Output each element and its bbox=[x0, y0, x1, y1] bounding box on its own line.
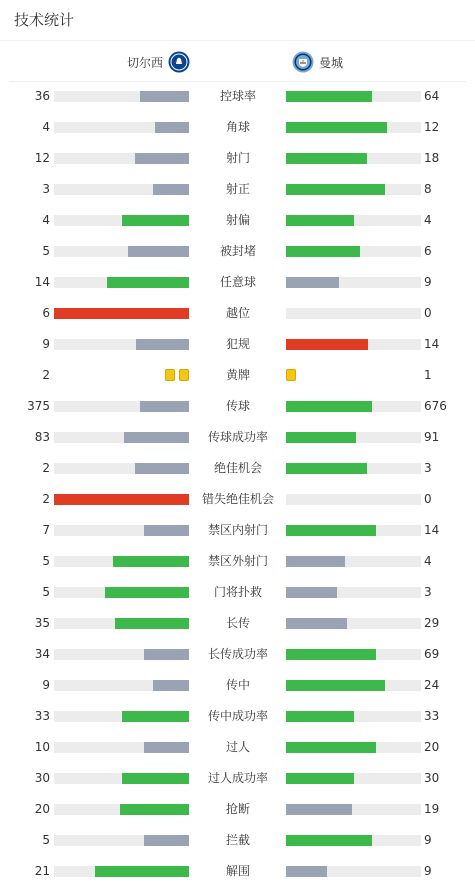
home-bar-track bbox=[54, 432, 189, 443]
away-value: 91 bbox=[424, 430, 440, 444]
away-bar-track bbox=[286, 308, 421, 319]
stat-row bbox=[0, 732, 475, 763]
away-bar-track bbox=[286, 277, 421, 288]
away-value: 0 bbox=[424, 306, 432, 320]
away-bar-track bbox=[286, 432, 421, 443]
away-bar-track bbox=[286, 680, 421, 691]
stat-row bbox=[0, 81, 475, 112]
home-bar-track bbox=[54, 153, 189, 164]
home-bar bbox=[113, 556, 189, 567]
stat-name: 错失绝佳机会 bbox=[201, 492, 274, 506]
home-value: 7 bbox=[42, 523, 50, 537]
stat-row bbox=[0, 763, 475, 794]
home-bar bbox=[128, 246, 189, 257]
stat-row bbox=[0, 391, 475, 422]
home-value: 9 bbox=[42, 337, 50, 351]
away-bar bbox=[286, 184, 385, 195]
stat-name: 角球 bbox=[225, 120, 250, 134]
away-bar-track bbox=[286, 804, 421, 815]
stat-name: 过人 bbox=[225, 740, 250, 754]
away-bar bbox=[286, 277, 339, 288]
home-value: 83 bbox=[34, 430, 50, 444]
home-bar bbox=[153, 184, 189, 195]
home-bar bbox=[122, 711, 190, 722]
stat-name: 传球 bbox=[225, 399, 250, 413]
home-bar bbox=[124, 432, 189, 443]
away-value: 18 bbox=[424, 151, 440, 165]
stat-name: 黄牌 bbox=[225, 368, 250, 382]
away-value: 64 bbox=[424, 89, 440, 103]
away-bar-track bbox=[286, 711, 421, 722]
page-title: 技术统计 bbox=[14, 11, 75, 29]
away-bar bbox=[286, 773, 354, 784]
away-value: 0 bbox=[424, 492, 432, 506]
home-bar bbox=[153, 680, 189, 691]
away-bar-track bbox=[286, 649, 421, 660]
home-bar-track bbox=[54, 773, 189, 784]
away-value: 20 bbox=[424, 740, 440, 754]
home-value: 21 bbox=[34, 864, 50, 878]
home-value: 4 bbox=[42, 213, 50, 227]
away-bar bbox=[286, 401, 372, 412]
away-value: 14 bbox=[424, 523, 440, 537]
away-value: 29 bbox=[424, 616, 440, 630]
home-bar bbox=[54, 494, 189, 505]
home-bar bbox=[140, 401, 189, 412]
yellow-card-icon bbox=[179, 369, 189, 381]
away-bar bbox=[286, 618, 347, 629]
away-bar-track bbox=[286, 463, 421, 474]
stat-name: 长传 bbox=[225, 616, 250, 630]
home-bar-track bbox=[54, 401, 189, 412]
stat-name: 拦截 bbox=[225, 833, 250, 847]
home-bar-track bbox=[54, 742, 189, 753]
home-bar bbox=[105, 587, 189, 598]
home-bar-track bbox=[54, 277, 189, 288]
away-bar bbox=[286, 649, 376, 660]
away-value: 30 bbox=[424, 771, 440, 785]
stat-row bbox=[0, 577, 475, 608]
home-bar bbox=[122, 215, 190, 226]
stat-row bbox=[0, 608, 475, 639]
away-bar bbox=[286, 866, 327, 877]
home-value: 14 bbox=[34, 275, 50, 289]
home-bar-track bbox=[54, 494, 189, 505]
away-bar-track bbox=[286, 215, 421, 226]
stat-name: 抢断 bbox=[225, 802, 250, 816]
stat-name: 传球成功率 bbox=[207, 430, 268, 444]
title-divider bbox=[0, 40, 475, 41]
home-bar bbox=[144, 742, 189, 753]
stat-name: 被封堵 bbox=[219, 244, 256, 258]
away-bar-track bbox=[286, 401, 421, 412]
home-value: 9 bbox=[42, 678, 50, 692]
away-value: 1 bbox=[424, 368, 432, 382]
home-bar bbox=[140, 91, 189, 102]
away-value: 4 bbox=[424, 554, 432, 568]
away-value: 3 bbox=[424, 461, 432, 475]
away-bar bbox=[286, 432, 356, 443]
home-bar bbox=[135, 153, 189, 164]
away-value: 12 bbox=[424, 120, 440, 134]
home-value: 6 bbox=[42, 306, 50, 320]
away-bar-track bbox=[286, 866, 421, 877]
away-bar bbox=[286, 246, 360, 257]
home-bar bbox=[144, 649, 189, 660]
home-value: 10 bbox=[34, 740, 50, 754]
home-bar-track bbox=[54, 587, 189, 598]
home-value: 5 bbox=[42, 554, 50, 568]
home-bar bbox=[136, 339, 189, 350]
away-value: 9 bbox=[424, 833, 432, 847]
stat-name: 犯规 bbox=[225, 337, 250, 351]
man-city-crest-icon bbox=[292, 51, 314, 73]
home-value: 375 bbox=[27, 399, 50, 413]
stat-name: 越位 bbox=[225, 306, 250, 320]
home-bar bbox=[115, 618, 189, 629]
away-bar-track bbox=[286, 339, 421, 350]
stat-name: 控球率 bbox=[219, 89, 256, 103]
away-value: 24 bbox=[424, 678, 440, 692]
away-value: 19 bbox=[424, 802, 440, 816]
away-bar-track bbox=[286, 835, 421, 846]
home-bar-track bbox=[54, 680, 189, 691]
away-bar-track bbox=[286, 246, 421, 257]
home-value: 30 bbox=[34, 771, 50, 785]
away-value: 6 bbox=[424, 244, 432, 258]
stat-row bbox=[0, 453, 475, 484]
home-bar-track bbox=[54, 339, 189, 350]
stat-row bbox=[0, 112, 475, 143]
home-bar-track bbox=[54, 556, 189, 567]
home-value: 12 bbox=[34, 151, 50, 165]
home-bar bbox=[155, 122, 189, 133]
away-value: 9 bbox=[424, 275, 432, 289]
chelsea-crest-icon bbox=[168, 51, 190, 73]
away-bar bbox=[286, 711, 354, 722]
stat-row bbox=[0, 236, 475, 267]
home-value: 34 bbox=[34, 647, 50, 661]
home-value: 35 bbox=[34, 616, 50, 630]
away-bar bbox=[286, 804, 352, 815]
home-value: 4 bbox=[42, 120, 50, 134]
away-bar-track bbox=[286, 556, 421, 567]
home-bar-track bbox=[54, 835, 189, 846]
away-value: 8 bbox=[424, 182, 432, 196]
away-value: 4 bbox=[424, 213, 432, 227]
away-bar bbox=[286, 122, 387, 133]
stat-name: 传中成功率 bbox=[207, 709, 268, 723]
away-bar-track bbox=[286, 91, 421, 102]
away-bar bbox=[286, 215, 354, 226]
home-bar-track bbox=[54, 246, 189, 257]
stat-name: 解围 bbox=[225, 864, 250, 878]
stat-row bbox=[0, 174, 475, 205]
home-value: 5 bbox=[42, 244, 50, 258]
home-value: 33 bbox=[34, 709, 50, 723]
stat-row bbox=[0, 484, 475, 515]
stat-name: 射偏 bbox=[225, 213, 250, 227]
home-bar bbox=[135, 463, 189, 474]
home-value: 2 bbox=[42, 461, 50, 475]
home-bar-track bbox=[54, 122, 189, 133]
yellow-card-icon bbox=[165, 369, 175, 381]
home-value: 3 bbox=[42, 182, 50, 196]
away-team[interactable] bbox=[292, 51, 343, 73]
away-bar bbox=[286, 556, 345, 567]
home-bar bbox=[120, 804, 189, 815]
stat-row bbox=[0, 639, 475, 670]
stat-row bbox=[0, 515, 475, 546]
away-bar-track bbox=[286, 773, 421, 784]
away-bar bbox=[286, 742, 376, 753]
away-bar bbox=[286, 587, 337, 598]
away-value: 3 bbox=[424, 585, 432, 599]
home-value: 2 bbox=[42, 492, 50, 506]
stat-row bbox=[0, 701, 475, 732]
stat-row bbox=[0, 825, 475, 856]
away-bar-track bbox=[286, 618, 421, 629]
stat-name: 过人成功率 bbox=[207, 771, 268, 785]
away-bar bbox=[286, 339, 368, 350]
stat-name: 射正 bbox=[225, 182, 250, 196]
home-bar bbox=[122, 773, 190, 784]
home-bar-track bbox=[54, 649, 189, 660]
home-bar bbox=[144, 835, 189, 846]
home-bar-track bbox=[54, 308, 189, 319]
home-team[interactable] bbox=[127, 51, 190, 73]
home-bar bbox=[107, 277, 189, 288]
home-bar-track bbox=[54, 525, 189, 536]
away-bar bbox=[286, 835, 372, 846]
home-team-name: 切尔西 bbox=[126, 55, 163, 70]
away-bar-track bbox=[286, 494, 421, 505]
home-bar-track bbox=[54, 804, 189, 815]
stat-name: 禁区外射门 bbox=[207, 554, 268, 568]
stat-row bbox=[0, 205, 475, 236]
away-team-name: 曼城 bbox=[319, 55, 344, 70]
away-bar-track bbox=[286, 153, 421, 164]
away-bar-track bbox=[286, 184, 421, 195]
home-bar-track bbox=[54, 618, 189, 629]
home-bar-track bbox=[54, 463, 189, 474]
stat-name: 禁区内射门 bbox=[207, 523, 268, 537]
home-bar bbox=[54, 308, 189, 319]
home-value: 5 bbox=[42, 585, 50, 599]
home-yellow-cards bbox=[165, 369, 189, 381]
home-bar-track bbox=[54, 711, 189, 722]
stat-name: 传中 bbox=[225, 678, 250, 692]
stat-name: 门将扑救 bbox=[213, 585, 262, 599]
stat-row bbox=[0, 856, 475, 887]
away-value: 33 bbox=[424, 709, 440, 723]
stat-name: 绝佳机会 bbox=[213, 461, 262, 475]
stat-row bbox=[0, 267, 475, 298]
stat-row bbox=[0, 546, 475, 577]
away-bar bbox=[286, 91, 372, 102]
away-value: 69 bbox=[424, 647, 440, 661]
home-value: 2 bbox=[42, 368, 50, 382]
away-value: 14 bbox=[424, 337, 440, 351]
stat-row bbox=[0, 794, 475, 825]
away-bar bbox=[286, 680, 385, 691]
away-bar bbox=[286, 153, 367, 164]
home-bar-track bbox=[54, 184, 189, 195]
home-value: 20 bbox=[34, 802, 50, 816]
home-bar bbox=[95, 866, 190, 877]
away-value: 9 bbox=[424, 864, 432, 878]
stat-row bbox=[0, 329, 475, 360]
away-bar bbox=[286, 525, 376, 536]
stat-row bbox=[0, 422, 475, 453]
away-value: 676 bbox=[424, 399, 447, 413]
stat-row bbox=[0, 143, 475, 174]
away-bar-track bbox=[286, 525, 421, 536]
stat-row bbox=[0, 670, 475, 701]
stat-row bbox=[0, 298, 475, 329]
home-value: 5 bbox=[42, 833, 50, 847]
away-yellow-cards bbox=[286, 369, 296, 381]
home-bar-track bbox=[54, 866, 189, 877]
stat-name: 任意球 bbox=[219, 275, 256, 289]
stat-name: 射门 bbox=[225, 151, 250, 165]
away-bar-track bbox=[286, 587, 421, 598]
yellow-card-icon bbox=[286, 369, 296, 381]
away-bar-track bbox=[286, 122, 421, 133]
home-value: 36 bbox=[34, 89, 50, 103]
home-bar bbox=[144, 525, 189, 536]
home-bar-track bbox=[54, 215, 189, 226]
away-bar-track bbox=[286, 742, 421, 753]
stat-name: 长传成功率 bbox=[207, 647, 268, 661]
stat-row bbox=[0, 360, 475, 391]
home-bar-track bbox=[54, 91, 189, 102]
away-bar bbox=[286, 463, 367, 474]
